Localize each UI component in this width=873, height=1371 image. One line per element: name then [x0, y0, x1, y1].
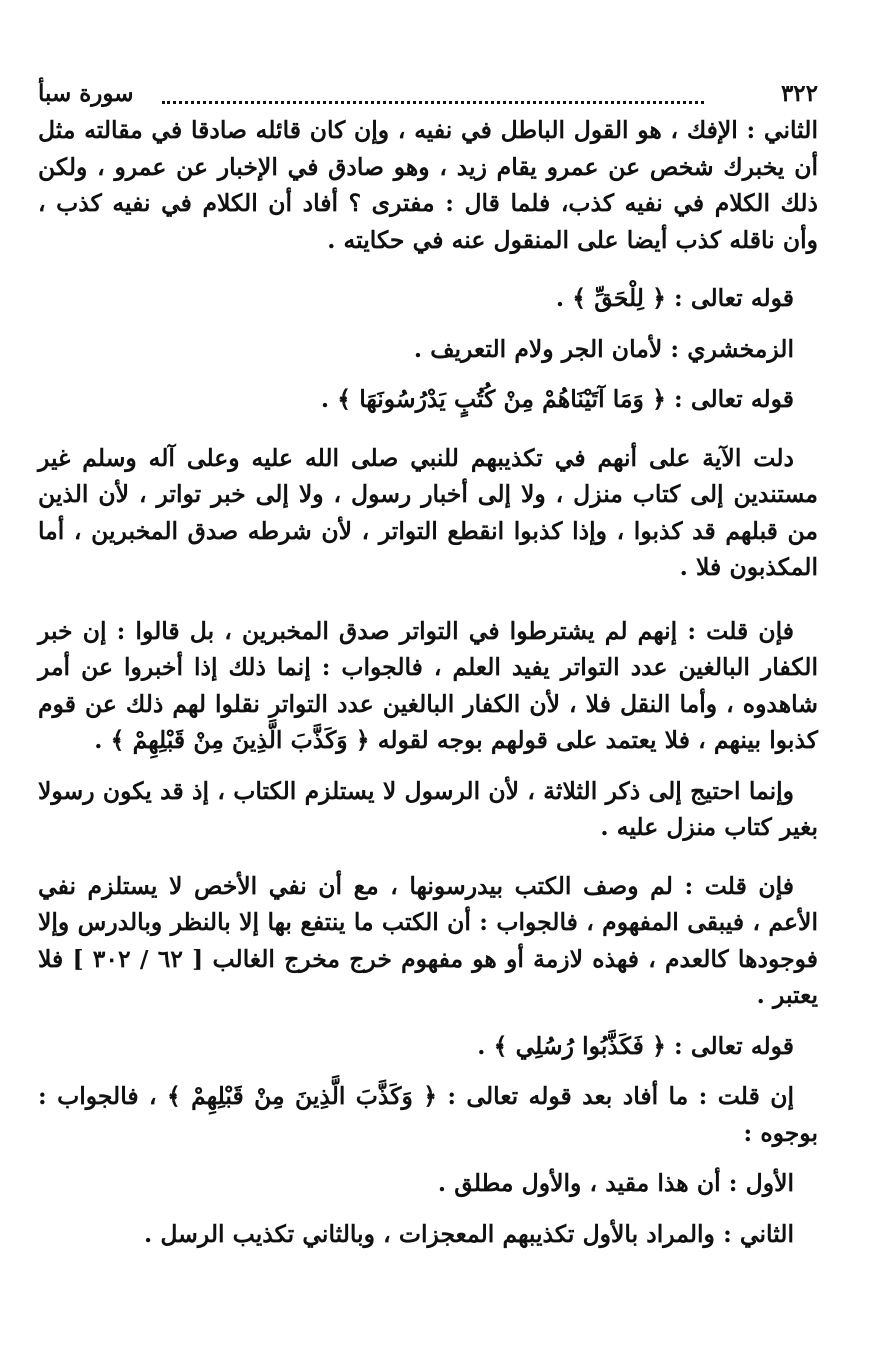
- verse-fakadhabu: قوله تعالى : ﴿ فَكَذَّبُوا رُسُلِي ﴾ .: [477, 1031, 794, 1060]
- paragraph-dalat: دلت الآية على أنهم في تكذيبهم للنبي صلى الله عليه وعلى آله وسلم غير مستندين إلى كتاب منزل ، ولا إلى أخبار رسول ، ولا إلى خبر تواتر ، لأن الذين من قبلهم قد كذبوا ، وإذا كذبوا انقطع التواتر ، لأن شرطه صدق المخبرين ، أما المكذبون فلا .: [38, 443, 818, 581]
- page-number: ٣٢٢: [780, 80, 818, 107]
- paragraph-fa-in-qulta-2: فإن قلت : لم وصف الكتب بيدرسونها ، مع أن نفي الأخص لا يستلزم نفي الأعم ، فيبقى المفهوم ، فالجواب : أن الكتب ما ينتفع بها إلا بالنظر وبالدرس وإلا فوجودها كالعدم ، فهذه لازمة أو هو مفهوم خرج مخرج الغالب [ ٦٢ / ٣٠٢ ] فلا يعتبر .: [38, 871, 818, 1009]
- book-page: [38, 78, 818, 1358]
- verse-wama-ataynahum: قوله تعالى : ﴿ وَمَا آتَيْنَاهُمْ مِنْ كُتُبٍ يَدْرُسُونَهَا ﴾ .: [320, 385, 794, 413]
- header-dotted-rule: [162, 101, 704, 104]
- verse-lilhaqq: قوله تعالى : ﴿ لِلْحَقِّ ﴾ .: [555, 284, 794, 312]
- paragraph-ifk: الثاني : الإفك ، هو القول الباطل في نفيه ، وإن كان قائله صادقا في مقالته مثل أن يخبرك شخص عن عمرو يقام زيد ، وهو صادق في الإخبار عن عمرو ، ولكن ذلك الكلام في نفيه كذب، فلما قال : مفترى ؟ أفاد أن الكلام في نفيه كذب ، وأن ناقله كذب أيضا على المنقول عنه في حكايته .: [38, 116, 818, 254]
- point-second: الثاني : والمراد بالأول تكذيبهم المعجزات ، وبالثاني تكذيب الرسل .: [144, 1219, 794, 1248]
- paragraph-innama: وإنما احتيج إلى ذكر الثلاثة ، لأن الرسول لا يستلزم الكتاب ، إذ قد يكون رسولا بغير كتاب منزل عليه .: [38, 776, 818, 841]
- paragraph-fa-in-qulta-1: فإن قلت : إنهم لم يشترطوا في التواتر صدق المخبرين ، بل قالوا : إن خبر الكفار البالغين عدد التواتر يفيد العلم ، فالجواب : إنما ذلك إذا أخبروا عن أمر شاهدوه ، وأما النقل فلا ، لأن الكفار البالغين عدد التواتر نقلوا لهم ذلك عن قوم كذبوا بينهم ، فلا يعتمد على قولهم بوجه لقوله ﴿ وَكَذَّبَ الَّذِينَ مِنْ قَبْلِهِمْ ﴾ .: [38, 616, 818, 754]
- paragraph-in-qulta: إن قلت : ما أفاد بعد قوله تعالى : ﴿ وَكَذَّبَ الَّذِينَ مِنْ قَبْلِهِمْ ﴾ ، فالجواب : بوجوه :: [38, 1082, 818, 1147]
- point-first: الأول : أن هذا مقيد ، والأول مطلق .: [437, 1169, 794, 1197]
- zamakhshari-note: الزمخشري : لأمان الجر ولام التعريف .: [413, 334, 794, 363]
- surah-title: سورة سبأ: [38, 80, 134, 107]
- page-header: [38, 78, 818, 110]
